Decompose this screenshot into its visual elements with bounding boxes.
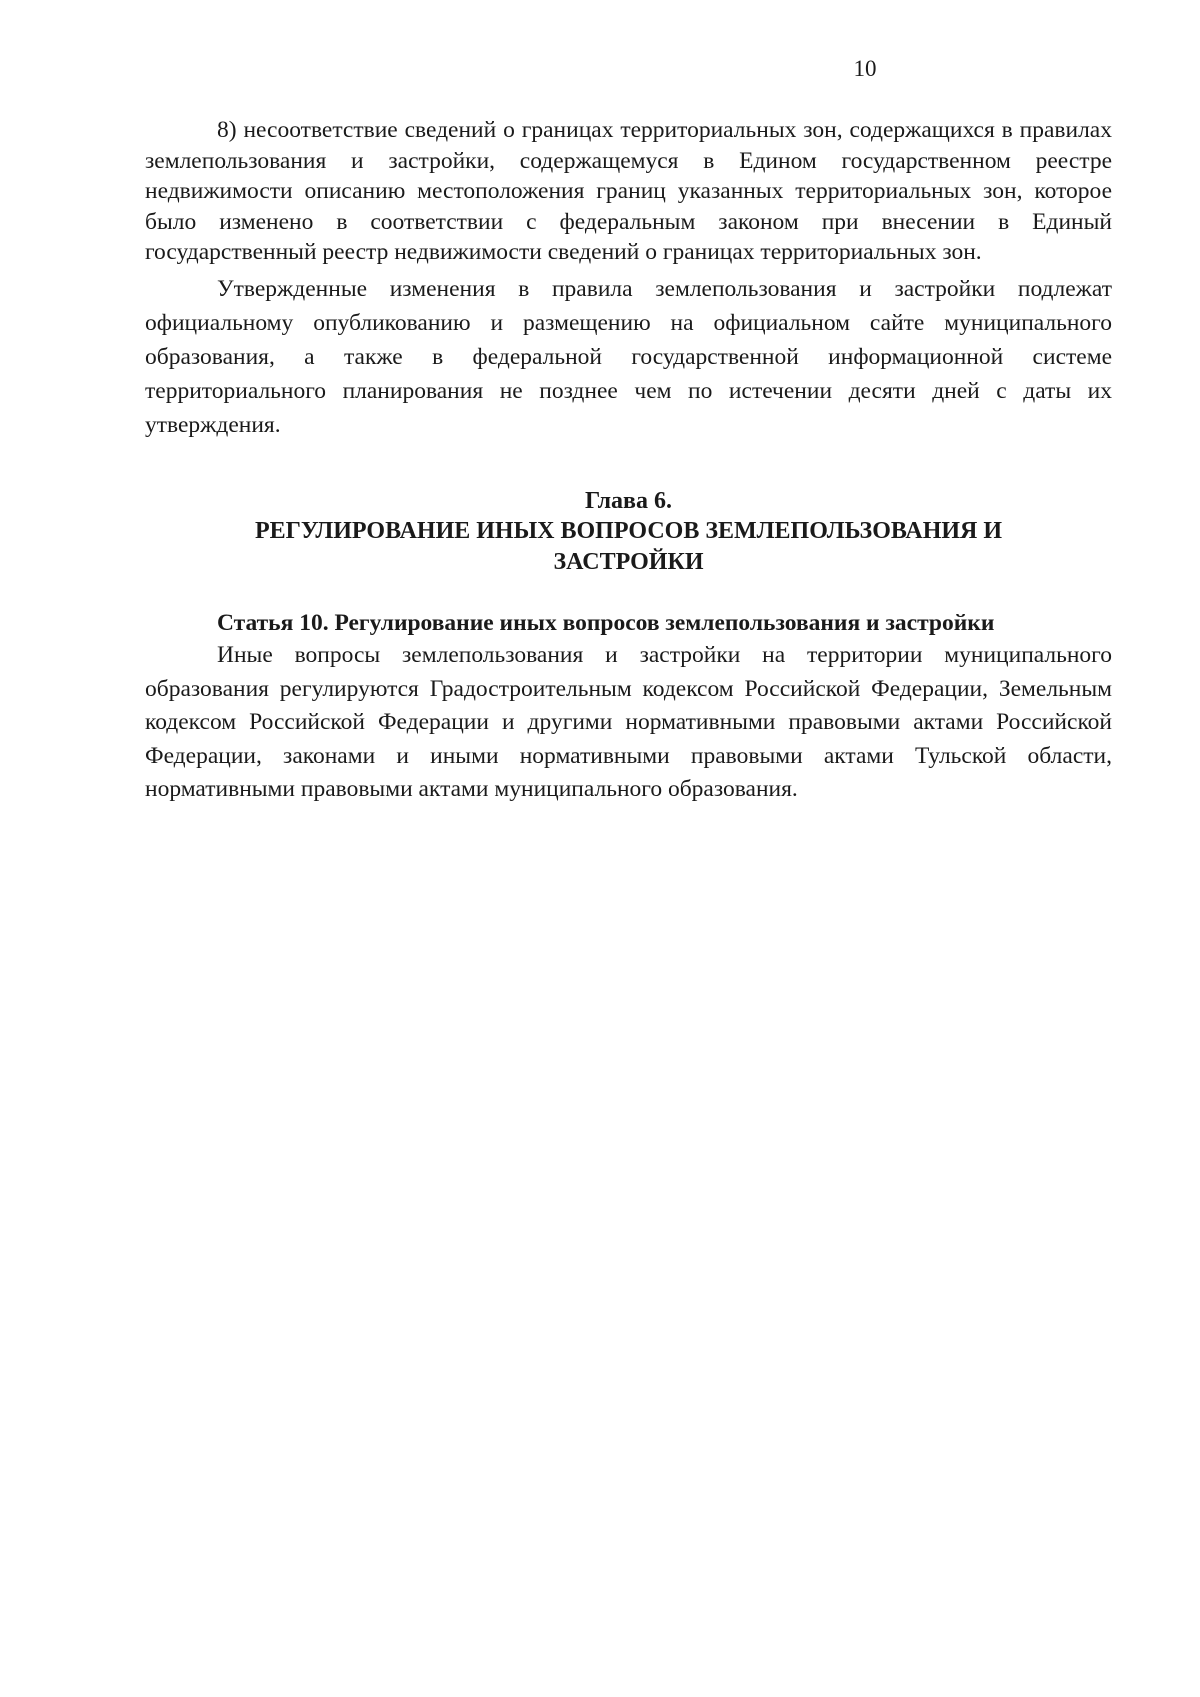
article-body: Иные вопросы землепользования и застройки на территории муниципального образования регулируются Градостроительным кодексом Российской Федерации, Земельным кодексом Российской Федерации и другими нормативными правовыми актами Российской Федерации, законами и иными нормативными правовыми актами Тульской области, нормативными правовыми актами муниципального образования. [145,642,1112,802]
chapter-label: Глава 6. [585,487,672,514]
chapter-title: РЕГУЛИРОВАНИЕ ИНЫХ ВОПРОСОВ ЗЕМЛЕПОЛЬЗОВАНИЯ И ЗАСТРОЙКИ [254,518,1003,575]
page-number: 10 [853,56,877,81]
page-content [145,115,1112,807]
article-heading: Статья 10. Регулирование иных вопросов землепользования и застройки [217,610,995,636]
paragraph-item-8: 8) несоответствие сведений о границах территориальных зон, содержащихся в правилах землепользования и застройки, содержащемуся в Едином государственном реестре недвижимости описанию местоположения границ указанных территориальных зон, которое было изменено в соответствии с федеральным законом при внесении в Единый государственный реестр недвижимости сведений о границах территориальных зон. [145,117,1112,265]
paragraph-approved-changes: Утвержденные изменения в правила землепользования и застройки подлежат официальному опубликованию и размещению на официальном сайте муниципального образования, а также в федеральной государственной информационной системе территориального планирования не позднее чем по истечении десяти дней с даты их утверждения. [145,275,1112,438]
